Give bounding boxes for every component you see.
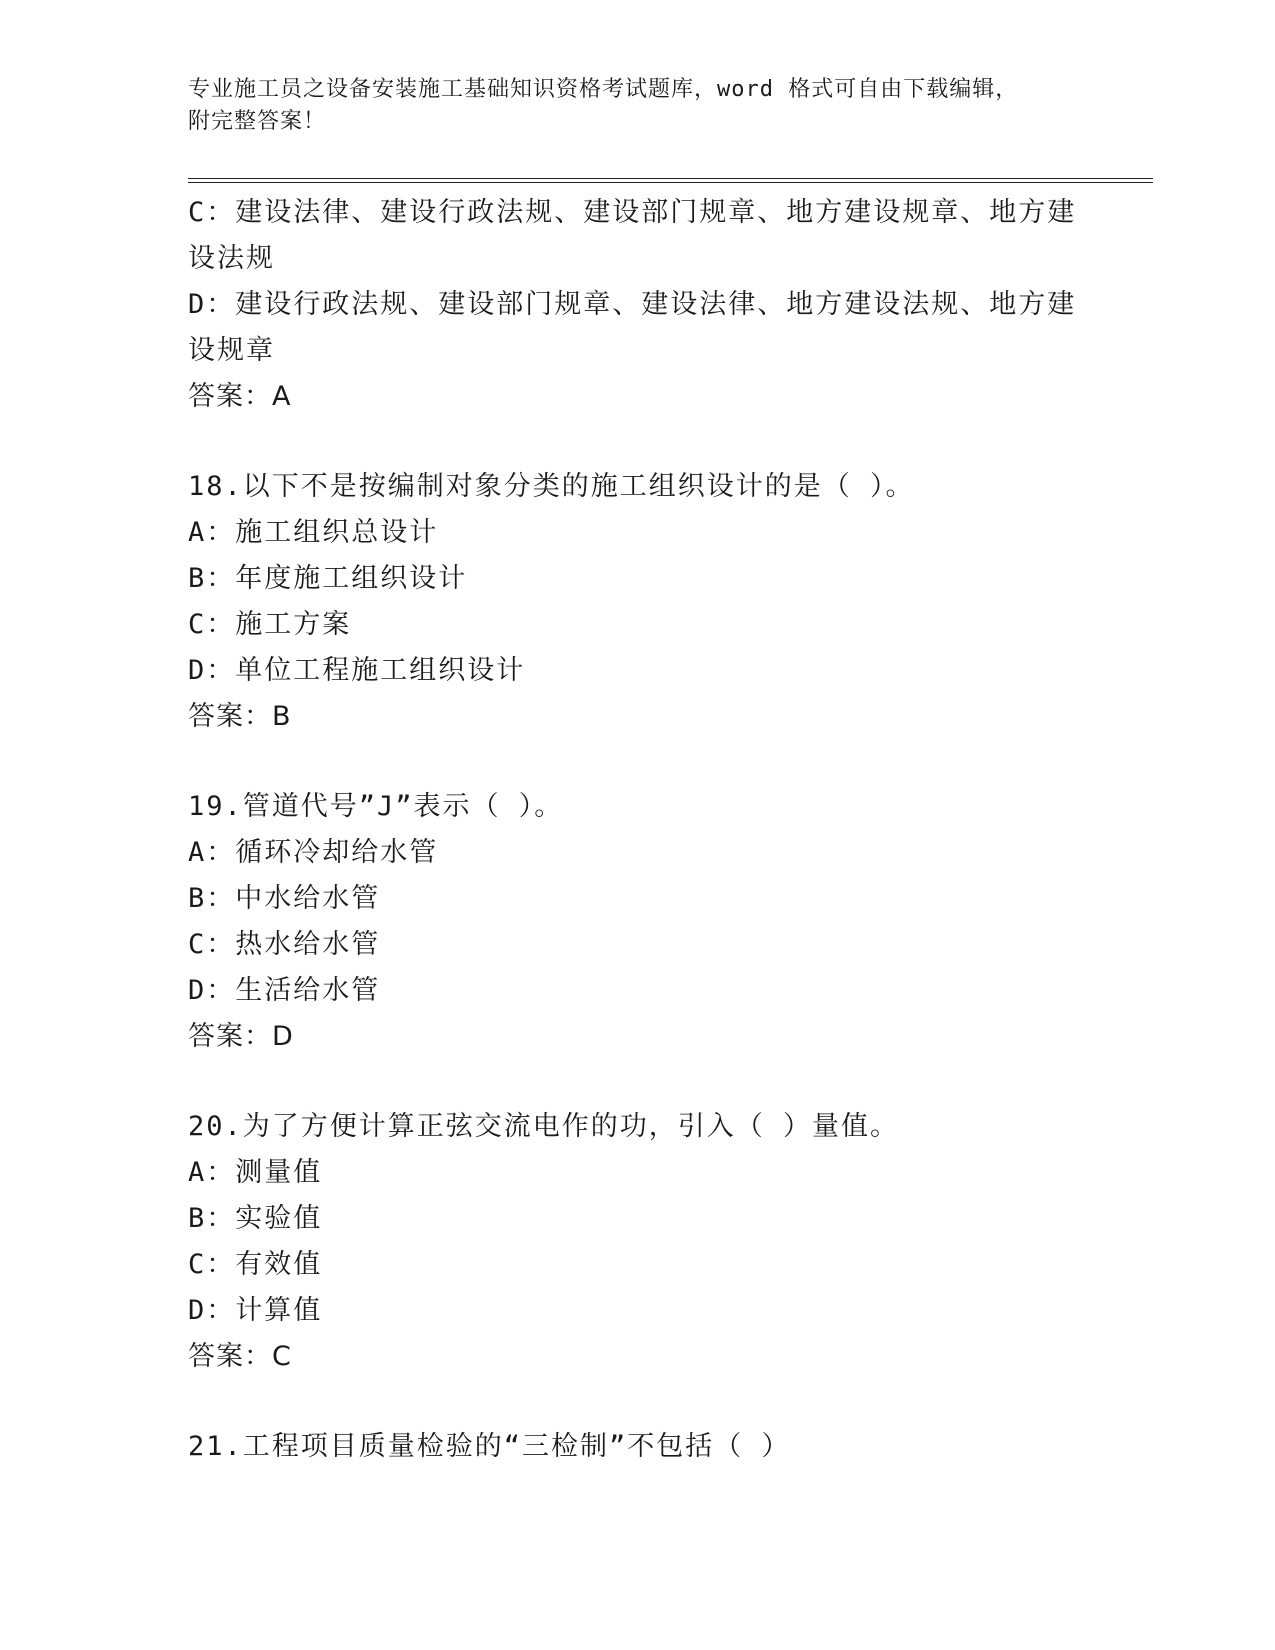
option-a: A：循环冷却给水管 [188,837,439,868]
question-stem: 18.以下不是按编制对象分类的施工组织设计的是（ ）。 [188,471,915,502]
option-d: D：生活给水管 [188,975,381,1006]
option-b: B：实验值 [188,1203,323,1234]
question-stem: 20.为了方便计算正弦交流电作的功，引入（ ）量值。 [188,1111,900,1142]
option-d: D：建设行政法规、建设部门规章、建设法律、地方建设法规、地方建 [188,289,1077,320]
question-17-tail [188,190,1088,420]
option-c: C：有效值 [188,1249,323,1280]
option-d-continued: 设规章 [188,335,275,366]
option-c: C：施工方案 [188,609,352,640]
question-18 [188,464,1088,740]
answer: 答案：D [188,1021,294,1052]
question-list [188,190,1088,1470]
option-b: B：中水给水管 [188,883,381,914]
answer: 答案：B [188,701,292,732]
header-divider-top [188,178,1153,179]
option-c: C：建设法律、建设行政法规、建设部门规章、地方建设规章、地方建 [188,197,1077,228]
option-d: D：计算值 [188,1295,323,1326]
header-divider-bottom [188,182,1153,183]
question-21 [188,1424,1088,1470]
option-a: A：施工组织总设计 [188,517,439,548]
option-d: D：单位工程施工组织设计 [188,655,526,686]
option-a: A：测量值 [188,1157,323,1188]
question-stem: 21.工程项目质量检验的“三检制”不包括（ ） [188,1431,791,1462]
header-line-2: 附完整答案！ [188,109,327,134]
question-stem: 19.管道代号”J”表示（ ）。 [188,791,564,822]
answer: 答案：C [188,1341,292,1372]
question-20 [188,1104,1088,1380]
option-c: C：热水给水管 [188,929,381,960]
question-19 [188,784,1088,1060]
answer: 答案：A [188,381,292,412]
option-c-continued: 设法规 [188,243,275,274]
document-header [188,74,1088,138]
option-b: B：年度施工组织设计 [188,563,468,594]
header-line-1: 专业施工员之设备安装施工基础知识资格考试题库，word 格式可自由下载编辑， [188,77,1019,102]
